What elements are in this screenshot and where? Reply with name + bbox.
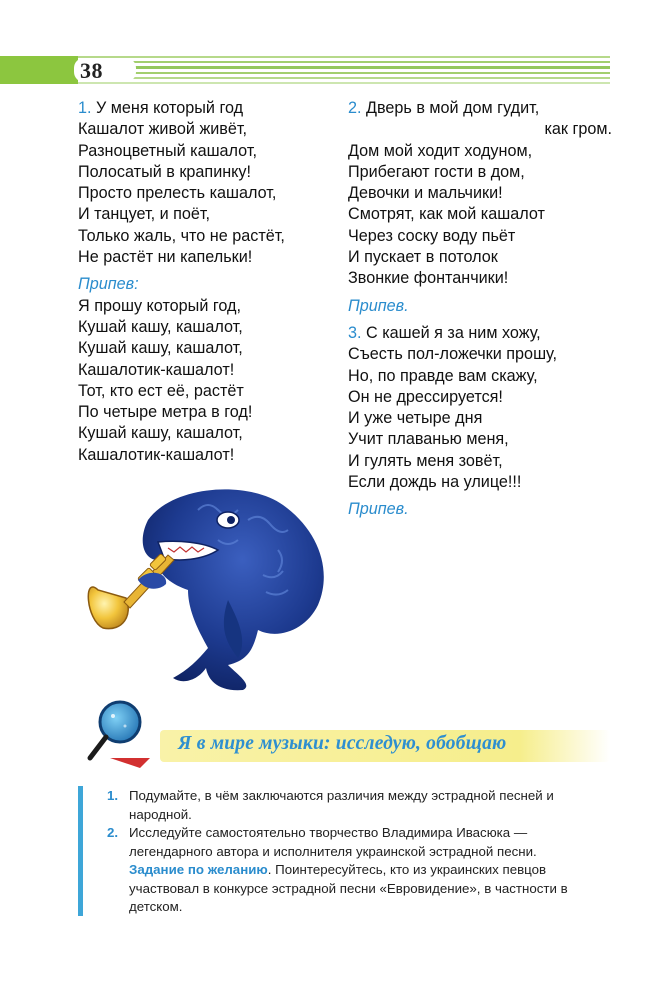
tasks-accent-bar	[78, 786, 83, 916]
verse-line: Прибегают гости в дом,	[348, 162, 525, 181]
verse-line: Звонкие фонтанчики!	[348, 269, 509, 288]
chorus-line: Кашалотик-кашалот!	[78, 360, 235, 379]
verse-line: Смотрят, как мой кашалот	[348, 205, 545, 224]
verse-line	[348, 323, 612, 344]
verse-text: С кашей я за ним хожу,	[366, 323, 541, 342]
verse-line	[78, 98, 285, 119]
chorus-line: Я прошу который год,	[78, 296, 241, 315]
chorus-line: Кушай кашу, кашалот,	[78, 339, 243, 358]
verse-line: Учит плаванью меня,	[348, 430, 509, 449]
task-number: 1.	[107, 788, 119, 803]
task-item	[107, 787, 554, 822]
verse-number: 2.	[348, 99, 362, 117]
trumpet-icon	[88, 554, 174, 629]
verse-line: Девочки и мальчики!	[348, 184, 503, 203]
left-column	[78, 98, 285, 466]
verse-text: У меня который год	[96, 99, 244, 117]
task-number: 2.	[107, 825, 119, 840]
verse-text: Дверь в мой дом гудит,	[366, 99, 540, 117]
verse-line-end: как гром.	[544, 120, 612, 139]
right-column	[348, 98, 612, 521]
banner-ribbon	[110, 758, 150, 768]
chorus-ref: Припев.	[348, 500, 409, 519]
chorus-line: Тот, кто ест её, растёт	[78, 381, 244, 400]
verse-number: 1.	[78, 99, 92, 117]
page-number: 38	[80, 58, 103, 83]
verse-line: Через соску воду пьёт	[348, 226, 516, 245]
chorus-line: Кашалотик-кашалот!	[78, 445, 235, 464]
whale-with-trumpet-illustration	[78, 480, 338, 695]
task-item	[107, 824, 568, 914]
verse-line: Дом мой ходит ходуном,	[348, 141, 533, 160]
chorus-ref: Припев.	[348, 296, 409, 315]
verse-line: Просто прелесть кашалот,	[78, 184, 277, 203]
verse-line	[348, 98, 612, 119]
verse-line: Только жаль, что не растёт,	[78, 226, 285, 245]
verse-line: Не растёт ни капельки!	[78, 248, 253, 267]
chorus-line: Кушай кашу, кашалот,	[78, 424, 243, 443]
verse-line: Если дождь на улице!!!	[348, 473, 522, 492]
verse-line: Он не дрессируется!	[348, 387, 503, 406]
task-text: Подумайте, в чём заключаются различия между эстрадной песней и народной.	[129, 788, 554, 822]
section-title: Я в мире музыки: исследую, обобщаю	[178, 733, 507, 754]
optional-task-text: . Поинтересуйтесь, кто из украинских певцов участвовал в конкурсе эстрадной песни «Евровидение», в частности в детском.	[129, 862, 568, 914]
verse-line: Но, по правде вам скажу,	[348, 366, 538, 385]
verse-line: И уже четыре дня	[348, 409, 483, 428]
magnifier-icon	[90, 702, 140, 758]
task-text	[129, 824, 611, 917]
optional-task-label: Задание по желанию	[129, 862, 268, 877]
verse-line: Разноцветный кашалот,	[78, 141, 257, 160]
chorus-label: Припев:	[78, 275, 139, 294]
verse-line: Съесть пол-ложечки прошу,	[348, 345, 558, 364]
verse-line: И гулять меня зовёт,	[348, 451, 503, 470]
chorus-line: Кушай кашу, кашалот,	[78, 317, 243, 336]
task-text-main: Исследуйте самостоятельно творчество Владимира Ивасюка — легендарного автора и исполнителя украинской эстрадной песни.	[129, 825, 537, 859]
verse-line: Полосатый в крапинку!	[78, 162, 252, 181]
verse-line: Кашалот живой живёт,	[78, 120, 248, 139]
verse-line: И танцует, и поёт,	[78, 205, 210, 224]
chorus-line: По четыре метра в год!	[78, 403, 253, 422]
verse-number: 3.	[348, 323, 362, 342]
header-green-block	[0, 56, 78, 84]
verse-line: И пускает в потолок	[348, 248, 498, 267]
